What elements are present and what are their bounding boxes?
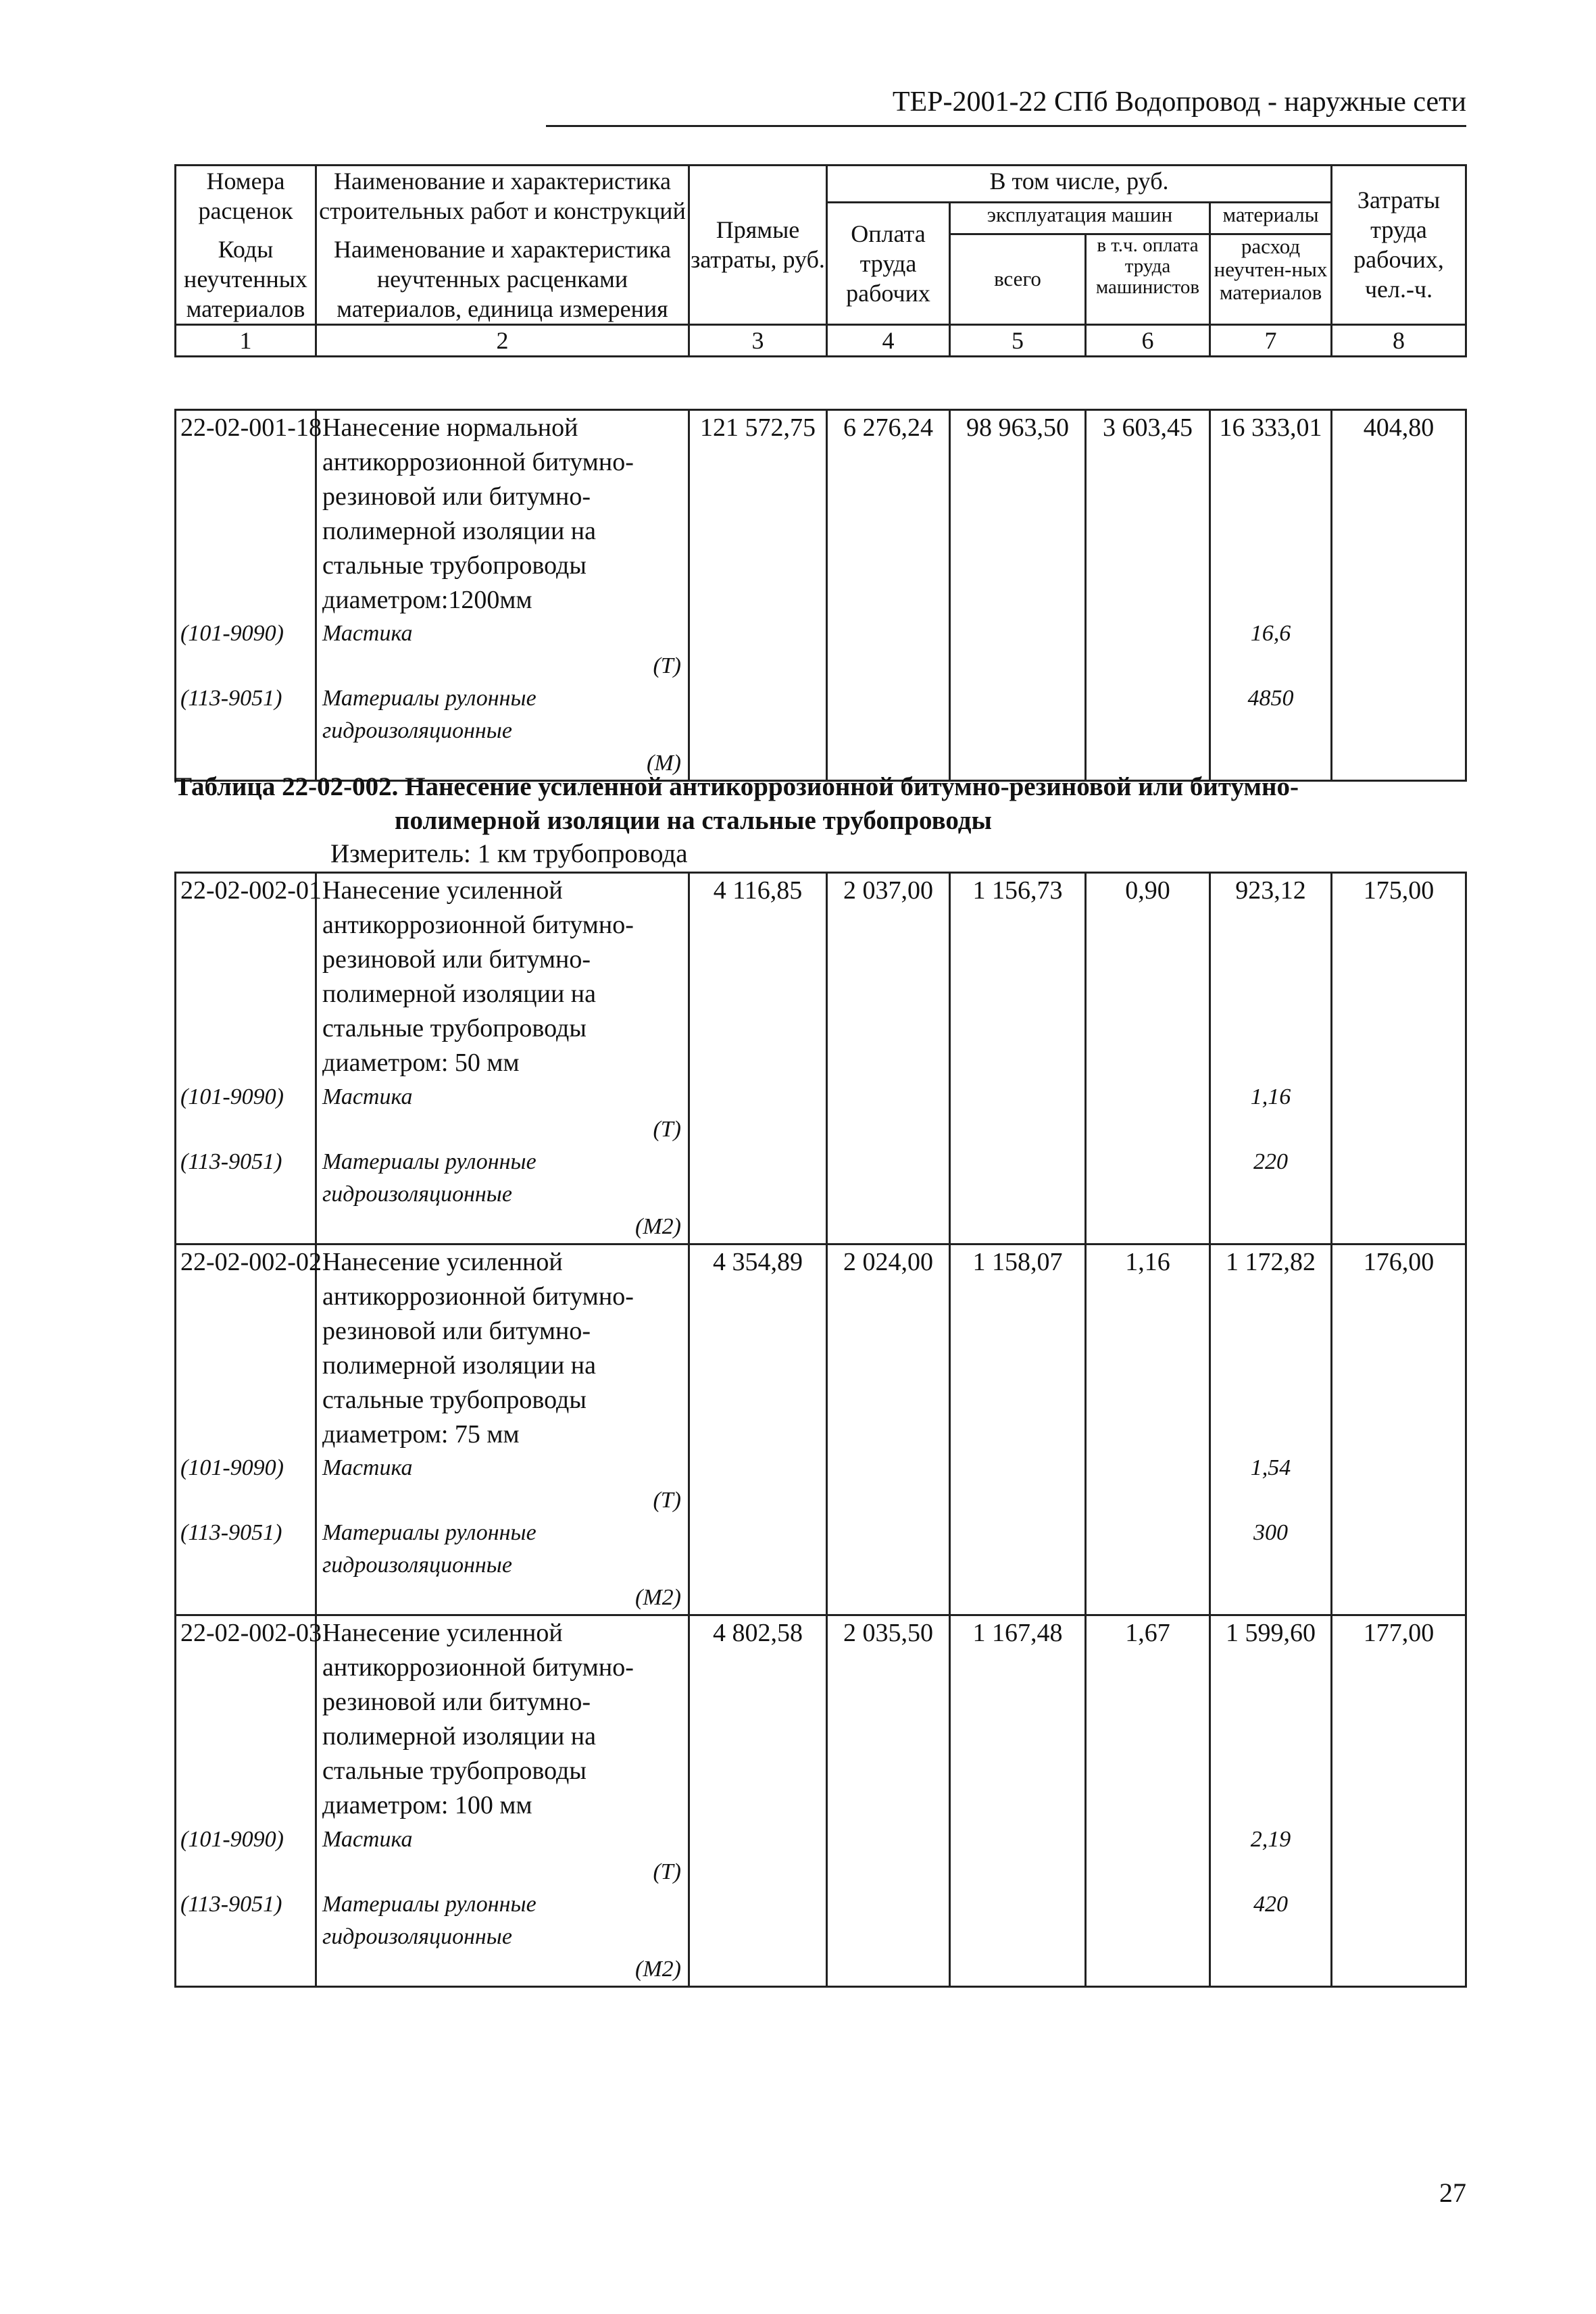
rates-table-1 [174,409,1467,782]
material-name-text: Мастика [322,1084,413,1109]
material-name [316,1146,689,1244]
desc-line: антикоррозионной битумно- [322,1653,634,1682]
header-c2-bottom: Наименование и характеристика неучтенных расценками материалов, единица измерения [316,234,689,325]
material-unit: (Т) [653,1116,681,1142]
desc-line: резиновой или битумно- [322,482,591,511]
header-c3: Прямые затраты, руб. [689,166,827,325]
machines-total: 1 156,73 [950,873,1086,1081]
material-unit: (Т) [653,653,681,678]
labor-hours: 176,00 [1332,1244,1466,1452]
material-code: (113-9051) [176,682,316,781]
desc-line: резиновой или битумно- [322,1688,591,1716]
labor-hours: 177,00 [1332,1615,1466,1823]
material-name-text: Мастика [322,1826,413,1852]
table-caption [174,770,1391,838]
machines-total: 98 963,50 [950,410,1086,618]
desc-line: резиновой или битумно- [322,945,591,974]
rate-code: 22-02-002-02 [176,1244,316,1452]
material-code: (101-9090) [176,1452,316,1517]
desc-line: стальные трубопроводы [322,1014,587,1042]
desc-line: Нанесение нормальной [322,413,578,442]
desc-line: стальные трубопроводы [322,1757,587,1785]
direct-cost: 4 802,58 [689,1615,827,1823]
material-name [316,1517,689,1615]
desc-line: стальные трубопроводы [322,1385,587,1414]
materials-cost: 1 599,60 [1210,1615,1332,1823]
caption-line-1: Таблица 22-02-002. Нанесение усиленной антикоррозионной битумно-резиновой или битумно- [174,772,1299,801]
header-num-4: 4 [827,324,950,356]
material-name-text: Мастика [322,1455,413,1480]
material-code: (101-9090) [176,1823,316,1888]
material-name [316,1823,689,1888]
machinists-cost: 1,16 [1086,1244,1210,1452]
desc-line: диаметром: 75 мм [322,1419,520,1449]
direct-cost: 4 354,89 [689,1244,827,1452]
rate-code: 22-02-001-18 [176,410,316,618]
desc-line: антикоррозионной битумно- [322,1282,634,1311]
column-header-table [174,164,1467,357]
machines-total: 1 158,07 [950,1244,1086,1452]
desc-line: Нанесение усиленной [322,876,563,905]
material-qty: 1,54 [1210,1452,1332,1517]
material-name-text: Материалы рулонные гидроизоляционные [322,1149,537,1207]
desc-line: диаметром: 50 мм [322,1049,520,1077]
header-num-6: 6 [1086,324,1210,356]
material-qty: 16,6 [1210,618,1332,682]
labor-cost: 6 276,24 [827,410,950,618]
desc-line: полимерной изоляции на [322,517,596,545]
labor-cost: 2 037,00 [827,873,950,1081]
header-num-7: 7 [1210,324,1332,356]
header-machines: эксплуатация машин [950,203,1210,234]
labor-cost: 2 024,00 [827,1244,950,1452]
header-c1-top: Номера расценок [176,166,316,234]
material-code: (101-9090) [176,618,316,682]
desc-line: диаметром: 100 мм [322,1791,532,1819]
labor-hours: 175,00 [1332,873,1466,1081]
material-unit: (М2) [635,1956,681,1982]
header-num-5: 5 [950,324,1086,356]
header-c7: расход неучтен-ных материалов [1210,234,1332,325]
header-c2-top: Наименование и характеристика строительных работ и конструкций [316,166,689,234]
material-unit: (М) [647,751,681,776]
header-num-1: 1 [176,324,316,356]
desc-line: резиновой или битумно- [322,1316,591,1345]
material-qty: 4850 [1210,682,1332,781]
material-name [316,1452,689,1517]
material-code: (113-9051) [176,1888,316,1987]
labor-cost: 2 035,50 [827,1615,950,1823]
material-code: (113-9051) [176,1146,316,1244]
materials-cost: 16 333,01 [1210,410,1332,618]
header-num-2: 2 [316,324,689,356]
header-num-3: 3 [689,324,827,356]
material-qty: 300 [1210,1517,1332,1615]
machines-total: 1 167,48 [950,1615,1086,1823]
desc-line: Нанесение усиленной [322,1247,563,1276]
running-title: ТЕР-2001-22 СПб Водопровод - наружные сети [546,84,1466,127]
material-name-text: Материалы рулонные гидроизоляционные [322,1891,537,1949]
desc-line: полимерной изоляции на [322,1722,596,1751]
page-number: 27 [1439,2178,1466,2208]
header-c4: Оплата труда рабочих [827,203,950,325]
header-num-8: 8 [1332,324,1466,356]
material-code: (113-9051) [176,1517,316,1615]
material-code: (101-9090) [176,1081,316,1146]
rate-description [316,1244,689,1452]
material-unit: (М2) [635,1585,681,1610]
material-name [316,1888,689,1987]
material-unit: (Т) [653,1488,681,1513]
rate-description [316,1615,689,1823]
machinists-cost: 3 603,45 [1086,410,1210,618]
desc-line: антикоррозионной битумно- [322,448,634,476]
rates-table-2 [174,872,1467,1988]
caption-line-2: полимерной изоляции на стальные трубопроводы [395,806,992,835]
desc-line: стальные трубопроводы [322,551,587,580]
rate-description [316,873,689,1081]
material-name-text: Мастика [322,621,413,646]
header-c8: Затраты труда рабочих, чел.-ч. [1332,166,1466,325]
rate-code: 22-02-002-03 [176,1615,316,1823]
rate-code: 22-02-002-01 [176,873,316,1081]
header-c1-bottom: Коды неучтенных материалов [176,234,316,325]
table-measure: Измеритель: 1 км трубопровода [330,839,688,868]
material-name-text: Материалы рулонные гидроизоляционные [322,1520,537,1578]
direct-cost: 121 572,75 [689,410,827,618]
material-qty: 2,19 [1210,1823,1332,1888]
desc-line: полимерной изоляции на [322,980,596,1008]
desc-line: диаметром:1200мм [322,586,532,614]
labor-hours: 404,80 [1332,410,1466,618]
material-qty: 220 [1210,1146,1332,1244]
material-unit: (Т) [653,1859,681,1884]
material-unit: (М2) [635,1213,681,1239]
material-name [316,682,689,781]
header-materials: материалы [1210,203,1332,234]
header-c6: в т.ч. оплата труда машинистов [1086,234,1210,325]
header-c5: всего [950,234,1086,325]
materials-cost: 923,12 [1210,873,1332,1081]
direct-cost: 4 116,85 [689,873,827,1081]
rate-description [316,410,689,618]
material-qty: 1,16 [1210,1081,1332,1146]
material-qty: 420 [1210,1888,1332,1987]
desc-line: антикоррозионной битумно- [322,911,634,939]
machinists-cost: 1,67 [1086,1615,1210,1823]
desc-line: Нанесение усиленной [322,1619,563,1647]
header-group: В том числе, руб. [827,166,1332,203]
machinists-cost: 0,90 [1086,873,1210,1081]
material-name [316,1081,689,1146]
material-name-text: Материалы рулонные гидроизоляционные [322,686,537,743]
desc-line: полимерной изоляции на [322,1351,596,1380]
materials-cost: 1 172,82 [1210,1244,1332,1452]
material-name [316,618,689,682]
